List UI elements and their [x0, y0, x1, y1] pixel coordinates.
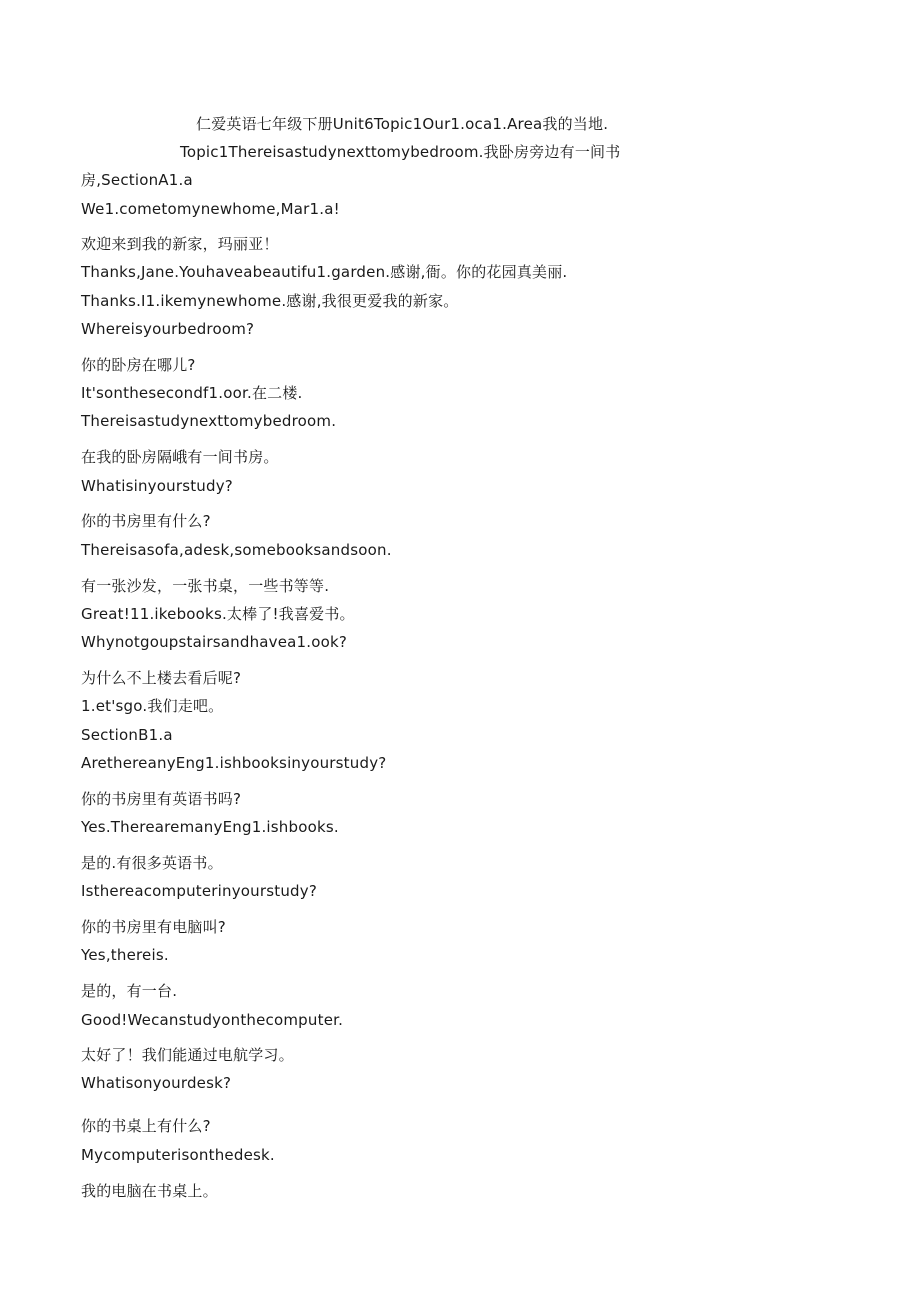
text-line: Yes,thereis.	[81, 946, 169, 964]
text-line: Yes.TherearemanyEng1.ishbooks.	[81, 818, 339, 836]
text-line: 欢迎来到我的新家，玛丽亚！	[81, 235, 279, 253]
text-line: Thanks.I1.ikemynewhome.感谢,我很更爱我的新家。	[81, 292, 459, 310]
text-line: 房,SectionA1.a	[81, 171, 193, 189]
text-line: Whynotgoupstairsandhavea1.ook?	[81, 633, 348, 651]
text-line: Whatisinyourstudy?	[81, 477, 233, 495]
text-line: 你的书桌上有什么?	[81, 1117, 211, 1135]
text-line: 为什么不上楼去看后呢?	[81, 669, 242, 687]
text-line: It'sonthesecondf1.oor.在二楼.	[81, 384, 303, 402]
document-title-line-1: 仁爱英语七年级下册Unit6Topic1Our1.oca1.Area我的当地.	[196, 115, 609, 133]
text-line: 有一张沙发，一张书桌，一些书等等.	[81, 577, 330, 595]
text-line: Great!11.ikebooks.太棒了!我喜爱书。	[81, 605, 355, 623]
text-line: Whereisyourbedroom?	[81, 320, 255, 338]
text-line: 是的，有一台.	[81, 982, 178, 1000]
text-line: Whatisonyourdesk?	[81, 1074, 232, 1092]
text-line: 在我的卧房隔峨有一间书房。	[81, 448, 279, 466]
text-line: Good!Wecanstudyonthecomputer.	[81, 1011, 344, 1029]
text-line: Thanks,Jane.Youhaveabeautifu1.garden.感谢,衙。你的花园真美丽.	[81, 263, 568, 281]
text-line: 太好了！我们能通过电航学习。	[81, 1046, 294, 1064]
text-line: 你的书房里有电脑叫?	[81, 918, 226, 936]
text-line: 是的.有很多英语书。	[81, 854, 223, 872]
text-line: We1.cometomynewhome,Mar1.a!	[81, 200, 340, 218]
text-line: SectionB1.a	[81, 726, 173, 744]
text-line: ArethereanyEng1.ishbooksinyourstudy?	[81, 754, 387, 772]
text-line: 1.et'sgo.我们走吧。	[81, 697, 224, 715]
text-line: Mycomputerisonthedesk.	[81, 1146, 275, 1164]
text-line: Isthereacomputerinyourstudy?	[81, 882, 318, 900]
text-line: 你的书房里有什么?	[81, 512, 211, 530]
document-title-line-2: Topic1Thereisastudynexttomybedroom.我卧房旁边有一间书	[180, 143, 621, 161]
text-line: 你的书房里有英语书吗?	[81, 790, 242, 808]
text-line: 你的卧房在哪儿?	[81, 356, 196, 374]
text-line: Thereisastudynexttomybedroom.	[81, 412, 337, 430]
text-line: Thereisasofa,adesk,somebooksandsoon.	[81, 541, 392, 559]
text-line: 我的电脑在书桌上。	[81, 1182, 218, 1200]
